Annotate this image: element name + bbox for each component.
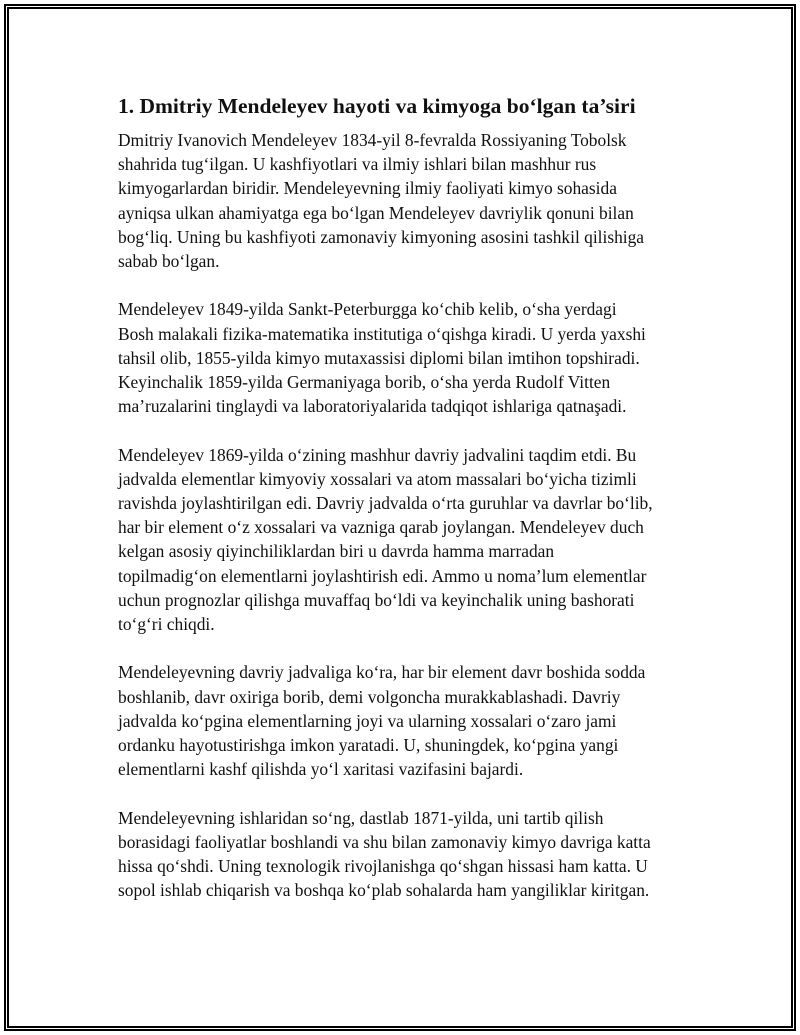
paragraph-3 [118,443,690,637]
paragraph-4 [118,660,690,781]
paragraph-line: Mendeleyevning davriy jadvaliga ko‘ra, har bir element davr boshida sodda [118,662,646,683]
paragraph-line: uchun prognozlar qilishga muvaffaq bo‘ldi va keyinchalik uning bashorati [118,589,635,610]
paragraph-line: ordanku hayotustirishga imkon yaratadi. U, shuningdek, ko‘pgina yangi [118,735,619,756]
paragraph-line: Keyinchalik 1859-yilda Germaniyaga borib, o‘sha yerda Rudolf Vitten [118,372,611,393]
paragraph-1 [118,128,690,273]
paragraph-2 [118,297,690,418]
document-body [118,92,690,927]
paragraph-line: kimyogarlardan biridir. Mendeleyevning ilmiy faoliyati kimyo sohasida [118,178,617,199]
paragraph-line: ma’ruzalarini tinglaydi va laboratoriyalarida tadqiqot ishlariga qatnaşadi. [118,396,627,417]
paragraph-line: jadvalda ko‘pgina elementlarning joyi va ularning xossalari o‘zaro jami [118,710,617,731]
paragraph-line: bog‘liq. Uning bu kashfiyoti zamonaviy kimyoning asosini tashkil qilishiga [118,226,645,247]
paragraph-line: boshlanib, davr oxiriga borib, demi volgoncha murakkablashadi. Davriy [118,686,621,707]
document-title: 1. Dmitriy Mendeleyev hayoti va kimyoga bo‘lgan ta’siri [118,94,636,118]
paragraph-line: hissa qo‘shdi. Uning texnologik rivojlanishga qo‘shgan hissasi ham katta. U [118,856,648,877]
paragraph-line: tahsil olib, 1855-yilda kimyo mutaxassisi diplomi bilan imtihon topshiradi. [118,347,640,368]
paragraph-line: har bir element o‘z xossalari va vazniga qarab joylangan. Mendeleyev duch [118,517,644,538]
paragraph-line: Bosh malakali fizika-matematika institutiga o‘qishga kiradi. U yerda yaxshi [118,323,646,344]
paragraph-line: ravishda joylashtirilgan edi. Davriy jadvalda o‘rta guruhlar va davrlar bo‘lib, [118,493,653,514]
paragraph-line: Mendeleyev 1869-yilda o‘zining mashhur davriy jadvalini taqdim etdi. Bu [118,444,637,465]
paragraph-line: borasidagi faoliyatlar boshlandi va shu bilan zamonaviy kimyo davriga katta [118,831,651,852]
paragraph-line: Mendeleyevning ishlaridan so‘ng, dastlab 1871-yilda, uni tartib qilish [118,807,604,828]
paragraphs-container [118,128,690,902]
paragraph-line: ayniqsa ulkan ahamiyatga ega bo‘lgan Mendeleyev davriylik qonuni bilan [118,202,634,223]
paragraph-5 [118,806,690,903]
paragraph-line: Dmitriy Ivanovich Mendeleyev 1834-yil 8-fevralda Rossiyaning Tobolsk [118,130,627,150]
paragraph-line: kelgan asosiy qiyinchiliklardan biri u davrda hamma marradan [118,541,555,562]
paragraph-line: shahrida tug‘ilgan. U kashfiyotlari va ilmiy ishlari bilan mashhur rus [118,154,597,175]
paragraph-line: Mendeleyev 1849-yilda Sankt-Peterburgga ko‘chib kelib, o‘sha yerdagi [118,299,617,320]
paragraph-line: topilmadigʻon elementlarni joylashtirish edi. Ammo u noma’lum elementlar [118,565,647,586]
paragraph-line: sabab bo‘lgan. [118,251,220,272]
paragraph-line: jadvalda elementlar kimyoviy xossalari va atom massalari bo‘yicha tizimli [118,468,637,489]
paragraph-line: to‘g‘ri chiqdi. [118,614,215,635]
paragraph-line: sopol ishlab chiqarish va boshqa ko‘plab sohalarda ham yangiliklar kiritgan. [118,880,650,901]
paragraph-line: elementlarni kashf qilishda yo‘l xaritasi vazifasini bajardi. [118,759,524,780]
